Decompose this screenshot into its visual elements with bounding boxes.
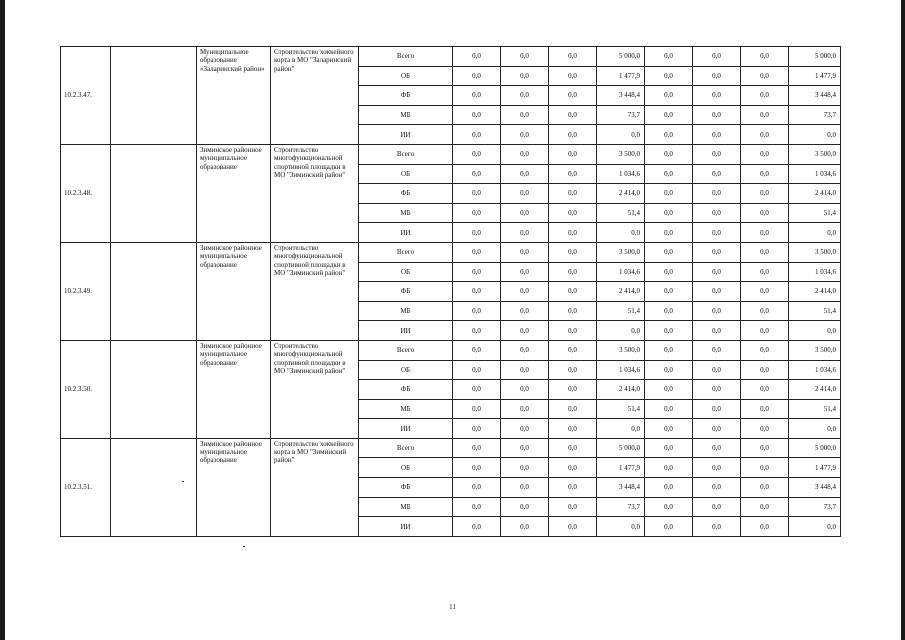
amount-cell: 0,0 bbox=[453, 497, 501, 517]
amount-cell: 0,0 bbox=[597, 321, 645, 341]
amount-cell: 3 500,0 bbox=[789, 340, 841, 360]
amount-cell: 0,0 bbox=[693, 47, 741, 67]
amount-cell: 0,0 bbox=[741, 47, 789, 67]
amount-cell: 0,0 bbox=[741, 497, 789, 517]
amount-cell: 0,0 bbox=[693, 380, 741, 400]
amount-cell: 0,0 bbox=[741, 360, 789, 380]
amount-cell: 0,0 bbox=[501, 203, 549, 223]
amount-cell: 73,7 bbox=[789, 105, 841, 125]
amount-cell: 73,7 bbox=[789, 497, 841, 517]
item-code: 10.2.3.50. bbox=[61, 340, 111, 438]
funding-source: Всего bbox=[359, 242, 453, 262]
amount-cell: 0,0 bbox=[501, 478, 549, 498]
amount-cell: 0,0 bbox=[453, 86, 501, 106]
amount-cell: 1 034,6 bbox=[789, 262, 841, 282]
municipality-name: Зиминское районное муниципальное образование bbox=[197, 242, 271, 340]
amount-cell: 3 500,0 bbox=[597, 144, 645, 164]
amount-cell: 0,0 bbox=[453, 458, 501, 478]
amount-cell: 5 000,0 bbox=[597, 438, 645, 458]
amount-cell: 0,0 bbox=[453, 360, 501, 380]
amount-cell: 1 477,9 bbox=[597, 66, 645, 86]
amount-cell: 51,4 bbox=[789, 301, 841, 321]
amount-cell: 0,0 bbox=[549, 438, 597, 458]
funding-source: ОБ bbox=[359, 360, 453, 380]
amount-cell: 0,0 bbox=[789, 125, 841, 145]
amount-cell: 0,0 bbox=[453, 144, 501, 164]
amount-cell: 0,0 bbox=[549, 86, 597, 106]
amount-cell: 2 414,0 bbox=[597, 282, 645, 302]
amount-cell: 0,0 bbox=[789, 321, 841, 341]
amount-cell: 0,0 bbox=[549, 478, 597, 498]
amount-cell: 0,0 bbox=[741, 86, 789, 106]
amount-cell: 0,0 bbox=[549, 419, 597, 439]
amount-cell: 0,0 bbox=[693, 86, 741, 106]
amount-cell: 0,0 bbox=[453, 301, 501, 321]
amount-cell: 0,0 bbox=[693, 360, 741, 380]
amount-cell: 0,0 bbox=[645, 125, 693, 145]
amount-cell: 51,4 bbox=[789, 399, 841, 419]
amount-cell: 0,0 bbox=[693, 105, 741, 125]
amount-cell: 1 477,9 bbox=[789, 66, 841, 86]
project-description: Строительство хоккейного корта в МО "Зиминский район" bbox=[271, 438, 359, 536]
amount-cell: 0,0 bbox=[549, 262, 597, 282]
project-description: Строительство хоккейного корта в МО "Заларинский район" bbox=[271, 47, 359, 145]
amount-cell: 0,0 bbox=[645, 458, 693, 478]
funding-source: ОБ bbox=[359, 66, 453, 86]
amount-cell: 0,0 bbox=[693, 125, 741, 145]
amount-cell: 0,0 bbox=[645, 419, 693, 439]
amount-cell: 0,0 bbox=[501, 340, 549, 360]
funding-source: ОБ bbox=[359, 458, 453, 478]
amount-cell: 2 414,0 bbox=[789, 184, 841, 204]
amount-cell: 0,0 bbox=[645, 144, 693, 164]
amount-cell: 0,0 bbox=[549, 125, 597, 145]
empty-cell bbox=[111, 340, 197, 438]
amount-cell: 2 414,0 bbox=[597, 380, 645, 400]
amount-cell: 0,0 bbox=[645, 517, 693, 537]
table-row bbox=[61, 438, 841, 458]
amount-cell: 3 448,4 bbox=[597, 86, 645, 106]
amount-cell: 0,0 bbox=[453, 380, 501, 400]
amount-cell: 0,0 bbox=[693, 223, 741, 243]
amount-cell: 0,0 bbox=[645, 203, 693, 223]
amount-cell: 0,0 bbox=[453, 203, 501, 223]
amount-cell: 73,7 bbox=[597, 105, 645, 125]
amount-cell: 1 034,6 bbox=[789, 360, 841, 380]
amount-cell: 0,0 bbox=[693, 399, 741, 419]
amount-cell: 0,0 bbox=[693, 340, 741, 360]
amount-cell: 5 000,0 bbox=[597, 47, 645, 67]
funding-source: ИИ bbox=[359, 517, 453, 537]
amount-cell: 0,0 bbox=[645, 242, 693, 262]
amount-cell: 0,0 bbox=[645, 301, 693, 321]
amount-cell: 0,0 bbox=[549, 66, 597, 86]
funding-source: ФБ bbox=[359, 478, 453, 498]
amount-cell: 0,0 bbox=[549, 517, 597, 537]
scan-speck bbox=[182, 481, 184, 482]
item-code: 10.2.3.48. bbox=[61, 144, 111, 242]
amount-cell: 1 034,6 bbox=[597, 262, 645, 282]
amount-cell: 0,0 bbox=[453, 184, 501, 204]
funding-source: Всего bbox=[359, 340, 453, 360]
amount-cell: 0,0 bbox=[741, 478, 789, 498]
amount-cell: 0,0 bbox=[693, 242, 741, 262]
amount-cell: 0,0 bbox=[501, 144, 549, 164]
amount-cell: 0,0 bbox=[453, 164, 501, 184]
table-row bbox=[61, 144, 841, 164]
amount-cell: 0,0 bbox=[453, 419, 501, 439]
amount-cell: 0,0 bbox=[549, 321, 597, 341]
empty-cell bbox=[111, 438, 197, 536]
amount-cell: 0,0 bbox=[645, 86, 693, 106]
amount-cell: 0,0 bbox=[645, 438, 693, 458]
amount-cell: 0,0 bbox=[453, 438, 501, 458]
empty-cell bbox=[111, 47, 197, 145]
amount-cell: 0,0 bbox=[453, 478, 501, 498]
amount-cell: 0,0 bbox=[741, 399, 789, 419]
page-number: 11 bbox=[449, 603, 456, 611]
funding-source: Всего bbox=[359, 144, 453, 164]
amount-cell: 0,0 bbox=[645, 262, 693, 282]
amount-cell: 0,0 bbox=[645, 380, 693, 400]
scan-speck bbox=[243, 546, 245, 547]
amount-cell: 0,0 bbox=[501, 184, 549, 204]
amount-cell: 0,0 bbox=[741, 242, 789, 262]
funding-source: ФБ bbox=[359, 380, 453, 400]
amount-cell: 0,0 bbox=[741, 321, 789, 341]
amount-cell: 0,0 bbox=[741, 438, 789, 458]
amount-cell: 0,0 bbox=[741, 105, 789, 125]
amount-cell: 0,0 bbox=[501, 321, 549, 341]
amount-cell: 0,0 bbox=[741, 458, 789, 478]
amount-cell: 0,0 bbox=[501, 86, 549, 106]
amount-cell: 0,0 bbox=[693, 458, 741, 478]
amount-cell: 0,0 bbox=[549, 105, 597, 125]
amount-cell: 0,0 bbox=[741, 203, 789, 223]
table-row bbox=[61, 242, 841, 262]
amount-cell: 0,0 bbox=[501, 380, 549, 400]
amount-cell: 0,0 bbox=[741, 419, 789, 439]
amount-cell: 0,0 bbox=[741, 66, 789, 86]
amount-cell: 0,0 bbox=[549, 164, 597, 184]
amount-cell: 0,0 bbox=[645, 497, 693, 517]
amount-cell: 73,7 bbox=[597, 497, 645, 517]
amount-cell: 0,0 bbox=[789, 223, 841, 243]
amount-cell: 0,0 bbox=[741, 301, 789, 321]
amount-cell: 0,0 bbox=[453, 340, 501, 360]
amount-cell: 0,0 bbox=[597, 419, 645, 439]
amount-cell: 0,0 bbox=[645, 184, 693, 204]
amount-cell: 0,0 bbox=[501, 262, 549, 282]
amount-cell: 0,0 bbox=[549, 242, 597, 262]
item-code: 10.2.3.47. bbox=[61, 47, 111, 145]
funding-source: ОБ bbox=[359, 164, 453, 184]
amount-cell: 0,0 bbox=[549, 144, 597, 164]
funding-source: ИИ bbox=[359, 419, 453, 439]
amount-cell: 0,0 bbox=[741, 223, 789, 243]
amount-cell: 0,0 bbox=[645, 223, 693, 243]
amount-cell: 0,0 bbox=[645, 321, 693, 341]
amount-cell: 0,0 bbox=[549, 497, 597, 517]
amount-cell: 1 034,6 bbox=[597, 360, 645, 380]
funding-source: Всего bbox=[359, 47, 453, 67]
amount-cell: 0,0 bbox=[741, 144, 789, 164]
amount-cell: 0,0 bbox=[453, 242, 501, 262]
amount-cell: 0,0 bbox=[693, 478, 741, 498]
amount-cell: 3 448,4 bbox=[789, 86, 841, 106]
project-description: Строительство многофункциональной спортивной площадки в МО "Зиминский район" bbox=[271, 242, 359, 340]
amount-cell: 0,0 bbox=[549, 47, 597, 67]
amount-cell: 51,4 bbox=[789, 203, 841, 223]
amount-cell: 0,0 bbox=[693, 203, 741, 223]
municipality-name: Зиминское районное муниципальное образование bbox=[197, 144, 271, 242]
amount-cell: 0,0 bbox=[741, 340, 789, 360]
amount-cell: 0,0 bbox=[453, 262, 501, 282]
amount-cell: 3 500,0 bbox=[789, 144, 841, 164]
amount-cell: 0,0 bbox=[741, 282, 789, 302]
amount-cell: 0,0 bbox=[453, 66, 501, 86]
empty-cell bbox=[111, 242, 197, 340]
amount-cell: 3 448,4 bbox=[597, 478, 645, 498]
amount-cell: 0,0 bbox=[501, 419, 549, 439]
amount-cell: 0,0 bbox=[501, 223, 549, 243]
amount-cell: 2 414,0 bbox=[597, 184, 645, 204]
amount-cell: 0,0 bbox=[501, 438, 549, 458]
amount-cell: 0,0 bbox=[741, 125, 789, 145]
scan-edge-left bbox=[0, 0, 5, 640]
amount-cell: 0,0 bbox=[645, 340, 693, 360]
amount-cell: 2 414,0 bbox=[789, 282, 841, 302]
project-description: Строительство многофункциональной спортивной площадки в МО "Зиминский район" bbox=[271, 144, 359, 242]
amount-cell: 0,0 bbox=[741, 184, 789, 204]
item-code: 10.2.3.49. bbox=[61, 242, 111, 340]
amount-cell: 0,0 bbox=[645, 164, 693, 184]
amount-cell: 1 477,9 bbox=[789, 458, 841, 478]
amount-cell: 0,0 bbox=[453, 282, 501, 302]
amount-cell: 0,0 bbox=[597, 223, 645, 243]
amount-cell: 0,0 bbox=[501, 301, 549, 321]
funding-source: ФБ bbox=[359, 282, 453, 302]
funding-source: МБ bbox=[359, 497, 453, 517]
amount-cell: 0,0 bbox=[501, 242, 549, 262]
amount-cell: 0,0 bbox=[549, 282, 597, 302]
amount-cell: 0,0 bbox=[549, 380, 597, 400]
amount-cell: 0,0 bbox=[501, 399, 549, 419]
amount-cell: 0,0 bbox=[693, 301, 741, 321]
amount-cell: 0,0 bbox=[693, 517, 741, 537]
amount-cell: 1 034,6 bbox=[789, 164, 841, 184]
amount-cell: 0,0 bbox=[453, 223, 501, 243]
amount-cell: 0,0 bbox=[453, 517, 501, 537]
funding-source: ИИ bbox=[359, 125, 453, 145]
funding-source: МБ bbox=[359, 301, 453, 321]
amount-cell: 0,0 bbox=[597, 517, 645, 537]
amount-cell: 0,0 bbox=[645, 47, 693, 67]
empty-cell bbox=[111, 144, 197, 242]
amount-cell: 0,0 bbox=[693, 66, 741, 86]
amount-cell: 0,0 bbox=[693, 282, 741, 302]
amount-cell: 0,0 bbox=[693, 262, 741, 282]
amount-cell: 1 477,9 bbox=[597, 458, 645, 478]
amount-cell: 0,0 bbox=[549, 360, 597, 380]
amount-cell: 0,0 bbox=[453, 47, 501, 67]
amount-cell: 0,0 bbox=[501, 66, 549, 86]
municipality-name: Зиминское районное муниципальное образование bbox=[197, 438, 271, 536]
amount-cell: 0,0 bbox=[645, 399, 693, 419]
amount-cell: 0,0 bbox=[693, 497, 741, 517]
funding-source: ФБ bbox=[359, 86, 453, 106]
funding-source: МБ bbox=[359, 203, 453, 223]
amount-cell: 3 500,0 bbox=[597, 242, 645, 262]
amount-cell: 0,0 bbox=[693, 144, 741, 164]
amount-cell: 0,0 bbox=[549, 203, 597, 223]
table-row bbox=[61, 47, 841, 67]
amount-cell: 0,0 bbox=[693, 438, 741, 458]
budget-table bbox=[60, 46, 841, 537]
amount-cell: 0,0 bbox=[645, 478, 693, 498]
funding-source: ИИ bbox=[359, 223, 453, 243]
amount-cell: 51,4 bbox=[597, 301, 645, 321]
amount-cell: 0,0 bbox=[549, 301, 597, 321]
amount-cell: 0,0 bbox=[693, 184, 741, 204]
amount-cell: 0,0 bbox=[693, 419, 741, 439]
project-description: Строительство многофункциональной спортивной площадки в МО "Зиминский район" bbox=[271, 340, 359, 438]
amount-cell: 3 500,0 bbox=[789, 242, 841, 262]
amount-cell: 0,0 bbox=[501, 282, 549, 302]
table-row bbox=[61, 340, 841, 360]
amount-cell: 0,0 bbox=[645, 66, 693, 86]
funding-source: МБ bbox=[359, 105, 453, 125]
amount-cell: 0,0 bbox=[501, 497, 549, 517]
amount-cell: 0,0 bbox=[693, 164, 741, 184]
amount-cell: 0,0 bbox=[693, 321, 741, 341]
funding-source: ОБ bbox=[359, 262, 453, 282]
amount-cell: 0,0 bbox=[453, 399, 501, 419]
amount-cell: 0,0 bbox=[741, 262, 789, 282]
amount-cell: 0,0 bbox=[501, 125, 549, 145]
amount-cell: 0,0 bbox=[501, 164, 549, 184]
amount-cell: 1 034,6 bbox=[597, 164, 645, 184]
item-code: 10.2.3.51. bbox=[61, 438, 111, 536]
amount-cell: 0,0 bbox=[501, 47, 549, 67]
amount-cell: 51,4 bbox=[597, 399, 645, 419]
amount-cell: 0,0 bbox=[453, 125, 501, 145]
amount-cell: 0,0 bbox=[741, 517, 789, 537]
amount-cell: 0,0 bbox=[741, 164, 789, 184]
amount-cell: 0,0 bbox=[645, 105, 693, 125]
funding-source: ФБ bbox=[359, 184, 453, 204]
amount-cell: 0,0 bbox=[549, 340, 597, 360]
amount-cell: 0,0 bbox=[597, 125, 645, 145]
amount-cell: 0,0 bbox=[453, 105, 501, 125]
municipality-name: Муниципальное образование «Заларинский район» bbox=[197, 47, 271, 145]
amount-cell: 3 448,4 bbox=[789, 478, 841, 498]
amount-cell: 0,0 bbox=[501, 458, 549, 478]
amount-cell: 0,0 bbox=[453, 321, 501, 341]
amount-cell: 0,0 bbox=[549, 223, 597, 243]
amount-cell: 3 500,0 bbox=[597, 340, 645, 360]
amount-cell: 0,0 bbox=[789, 419, 841, 439]
amount-cell: 0,0 bbox=[789, 517, 841, 537]
funding-source: МБ bbox=[359, 399, 453, 419]
amount-cell: 5 000,0 bbox=[789, 438, 841, 458]
scan-edge-right bbox=[901, 0, 905, 640]
amount-cell: 0,0 bbox=[549, 458, 597, 478]
amount-cell: 0,0 bbox=[645, 282, 693, 302]
amount-cell: 2 414,0 bbox=[789, 380, 841, 400]
amount-cell: 0,0 bbox=[501, 105, 549, 125]
funding-source: ИИ bbox=[359, 321, 453, 341]
amount-cell: 0,0 bbox=[645, 360, 693, 380]
funding-source: Всего bbox=[359, 438, 453, 458]
amount-cell: 0,0 bbox=[501, 360, 549, 380]
amount-cell: 0,0 bbox=[741, 380, 789, 400]
amount-cell: 5 000,0 bbox=[789, 47, 841, 67]
amount-cell: 0,0 bbox=[501, 517, 549, 537]
amount-cell: 0,0 bbox=[549, 184, 597, 204]
amount-cell: 0,0 bbox=[549, 399, 597, 419]
amount-cell: 51,4 bbox=[597, 203, 645, 223]
municipality-name: Зиминское районное муниципальное образование bbox=[197, 340, 271, 438]
